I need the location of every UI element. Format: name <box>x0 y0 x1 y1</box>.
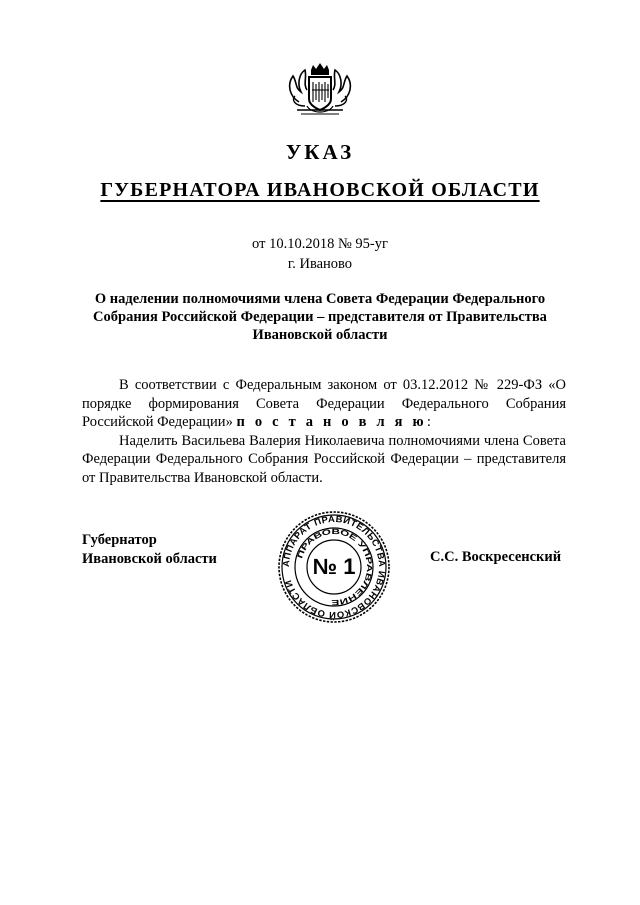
seal-ring-textpath: АППАРАТ ПРАВИТЕЛЬСТВА ИВАНОВСКОЙ ОБЛАСТИ <box>280 513 388 621</box>
body-paragraph-1 <box>82 376 566 432</box>
paragraph-1-text: В соответствии с Федеральным законом от 03.12.2012 № 229-ФЗ «О порядке формирования Совета Федерации Федерального Собрания Российской Федерации» <box>82 377 566 430</box>
body-paragraph-2: Наделить Васильева Валерия Николаевича полномочиями члена Совета Федерации Федерального Собрания Российской Федерации – представителя от Правительства Ивановской области. <box>82 432 566 486</box>
ivanovo-coat-of-arms-icon <box>285 62 355 120</box>
seal-inner-ring-textpath: ПРАВОВОЕ УПРАВЛЕНИЕ <box>295 526 375 608</box>
signatory-position-line-1: Губернатор <box>82 532 157 548</box>
subject-line-3: Ивановской области <box>252 327 388 343</box>
document-city: г. Иваново <box>287 256 353 272</box>
decree-word: п о с т а н о в л я ю <box>236 414 427 430</box>
official-seal <box>277 510 391 624</box>
document-body <box>82 376 566 487</box>
signatory-position-line-2: Ивановской области <box>82 550 217 567</box>
document-date-number: от 10.10.2018 № 95-уг <box>252 236 388 252</box>
seal-center-number: № 1 <box>312 554 356 579</box>
decree-colon: : <box>426 414 431 430</box>
subject-line-1: О наделении полномочиями члена Совета Федерации Федерального <box>94 291 546 307</box>
signatory-position <box>82 531 217 568</box>
subject-line-2: Собрания Российской Федерации – представителя от Правительства <box>93 309 547 325</box>
issuer-title <box>0 179 640 202</box>
signatory-name: С.С. Воскресенский <box>430 549 562 565</box>
document-subject <box>82 290 558 344</box>
document-type-title: УКАЗ <box>285 140 355 164</box>
issuer-title-text: ГУБЕРНАТОРА ИВАНОВСКОЙ ОБЛАСТИ <box>100 179 540 201</box>
